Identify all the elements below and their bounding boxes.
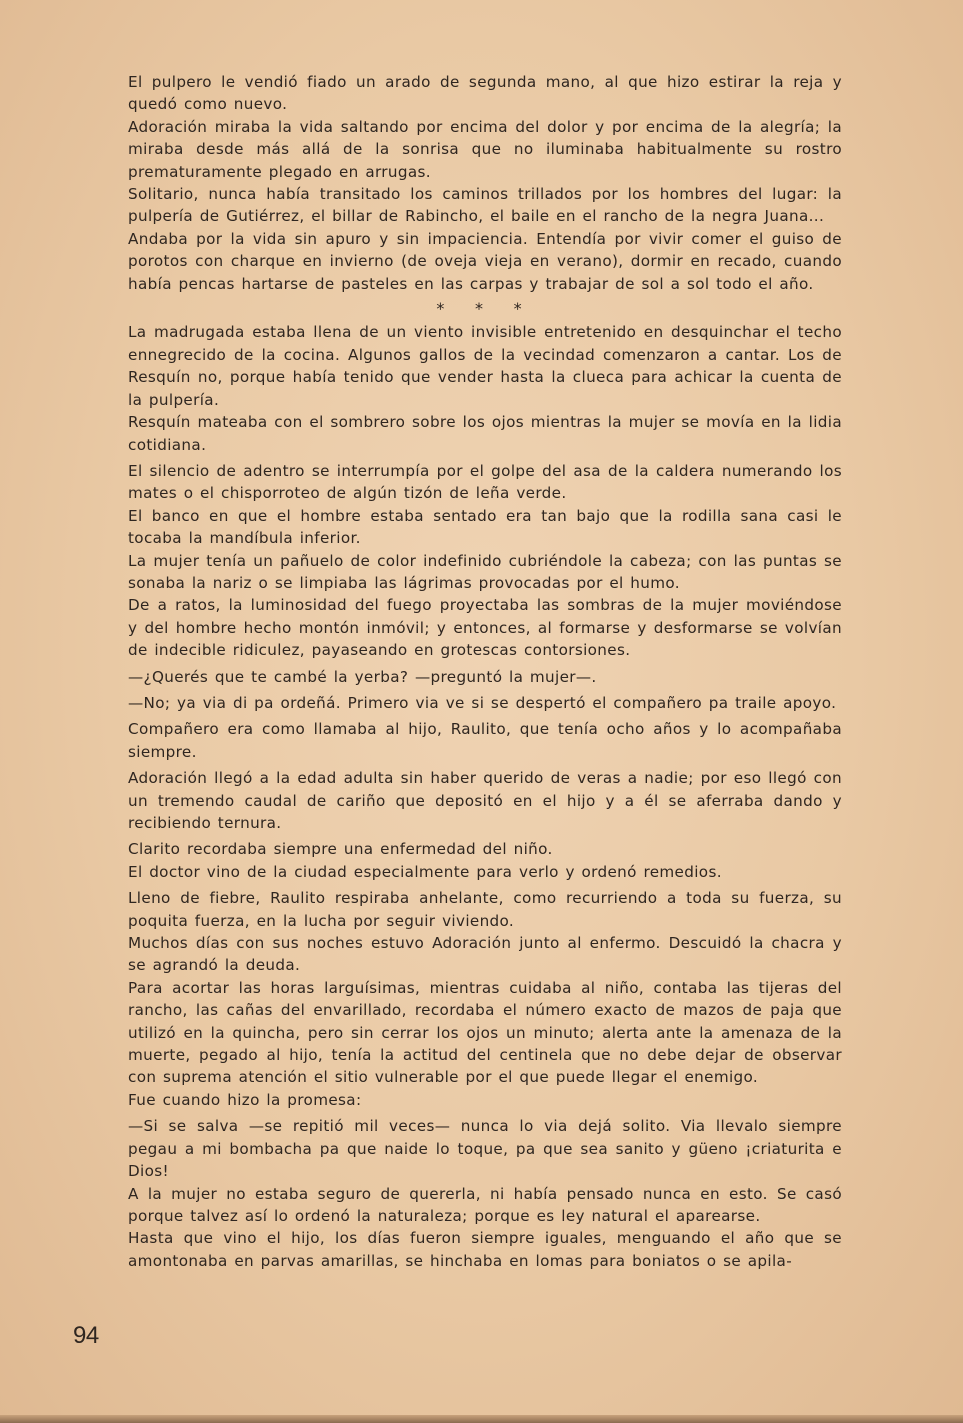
paragraph: Adoración llegó a la edad adulta sin haber querido de veras a nadie; por eso llegó con un tremendo caudal de cariño que depositó en el hijo y a él se aferraba dando y recibiendo ternura. (128, 769, 842, 832)
paragraph: Resquín mateaba con el sombrero sobre los ojos mientras la mujer se movía en la lidia cotidiana. (128, 413, 842, 454)
paragraph: El doctor vino de la ciudad especialmente para verlo y ordenó remedios. (128, 862, 722, 881)
page-number: 94 (73, 1322, 99, 1349)
paragraph: La madrugada estaba llena de un viento invisible entretenido en desquinchar el techo ennegrecido de la cocina. Algunos gallos de la vecindad comenzaron a cantar. Los de Resquín no, porque había tenido que vender hasta la clueca para achicar la cuenta de la pulpería. (128, 323, 842, 409)
dialogue-line: —Si se salva —se repitió mil veces— nunca lo via dejá solito. Via llevalo siempre pegau a mi bombacha pa que naide lo toque, pa que sea sanito y güeno ¡criaturita e Dios! (128, 1117, 842, 1181)
paragraph: Solitario, nunca había transitado los caminos trillados por los hombres del lugar: la pulpería de Gutiérrez, el billar de Rabincho, el baile en el rancho de la negra Juana... (128, 185, 842, 226)
paragraph: Compañero era como llamaba al hijo, Raulito, que tenía ocho años y lo acompañaba siempre. (128, 720, 842, 761)
body-text (128, 71, 842, 1272)
paragraph: De a ratos, la luminosidad del fuego proyectaba las sombras de la mujer moviéndose y del hombre hecho montón inmóvil; y entonces, al formarse y desformarse se volvían de indecible ridiculez, payaseando en grotescas contorsiones. (128, 596, 842, 660)
paragraph: Para acortar las horas larguísimas, mientras cuidaba al niño, contaba las tijeras del rancho, las cañas del envarillado, recordaba el número exacto de mazos de paja que utilizó en la quincha, pero sin cerrar los ojos un minuto; alerta ante la amenaza de la muerte, pegado al hijo, tenía la actitud del centinela que no debe dejar de observar con suprema atención el sitio vulnerable por el que puede llegar el enemigo. (128, 978, 842, 1087)
paragraph: Clarito recordaba siempre una enfermedad del niño. (128, 840, 553, 859)
paragraph: Adoración miraba la vida saltando por encima del dolor y por encima de la alegría; la miraba desde más allá de la sonrisa que no iluminaba habitualmente su rostro prematuramente plegado en arrugas. (128, 117, 842, 181)
paragraph: Hasta que vino el hijo, los días fueron siempre iguales, menguando el año que se amontonaba en parvas amarillas, se hinchaba en lomas para boniatos o se apila- (128, 1229, 842, 1270)
dialogue-line: —¿Querés que te cambé la yerba? —preguntó la mujer—. (128, 667, 597, 686)
paragraph: La mujer tenía un pañuelo de color indefinido cubriéndole la cabeza; con las puntas se sonaba la nariz o se limpiaba las lágrimas provocadas por el humo. (128, 551, 842, 592)
paragraph: El banco en que el hombre estaba sentado era tan bajo que la rodilla sana casi le tocaba la mandíbula inferior. (128, 506, 842, 548)
section-separator: * * * (436, 299, 534, 319)
paragraph: Muchos días con sus noches estuvo Adoración junto al enfermo. Descuidó la chacra y se agrandó la deuda. (128, 934, 842, 975)
paragraph: Lleno de fiebre, Raulito respiraba anhelante, como recurriendo a toda su fuerza, su poquita fuerza, en la lucha por seguir viviendo. (128, 889, 842, 930)
paragraph: Andaba por la vida sin apuro y sin impaciencia. Entendía por vivir comer el guiso de porotos con charque en invierno (de oveja vieja en verano), dormir en recado, cuando había pencas hartarse de pasteles en las carpas y trabajar de sol a sol todo el año. (128, 229, 842, 293)
dialogue-line: —No; ya via di pa ordeñá. Primero via ve si se despertó el compañero pa traile apoyo. (128, 693, 837, 712)
paragraph: El silencio de adentro se interrumpía por el golpe del asa de la caldera numerando los mates o el chisporroteo de algún tizón de leña verde. (128, 461, 842, 503)
paragraph: Fue cuando hizo la promesa: (128, 1090, 362, 1109)
paragraph: El pulpero le vendió fiado un arado de segunda mano, al que hizo estirar la reja y quedó como nuevo. (128, 73, 842, 114)
paragraph: A la mujer no estaba seguro de quererla, ni había pensado nunca en esto. Se casó porque talvez así lo ordenó la naturaleza; porque es ley natural el aparearse. (128, 1184, 842, 1225)
